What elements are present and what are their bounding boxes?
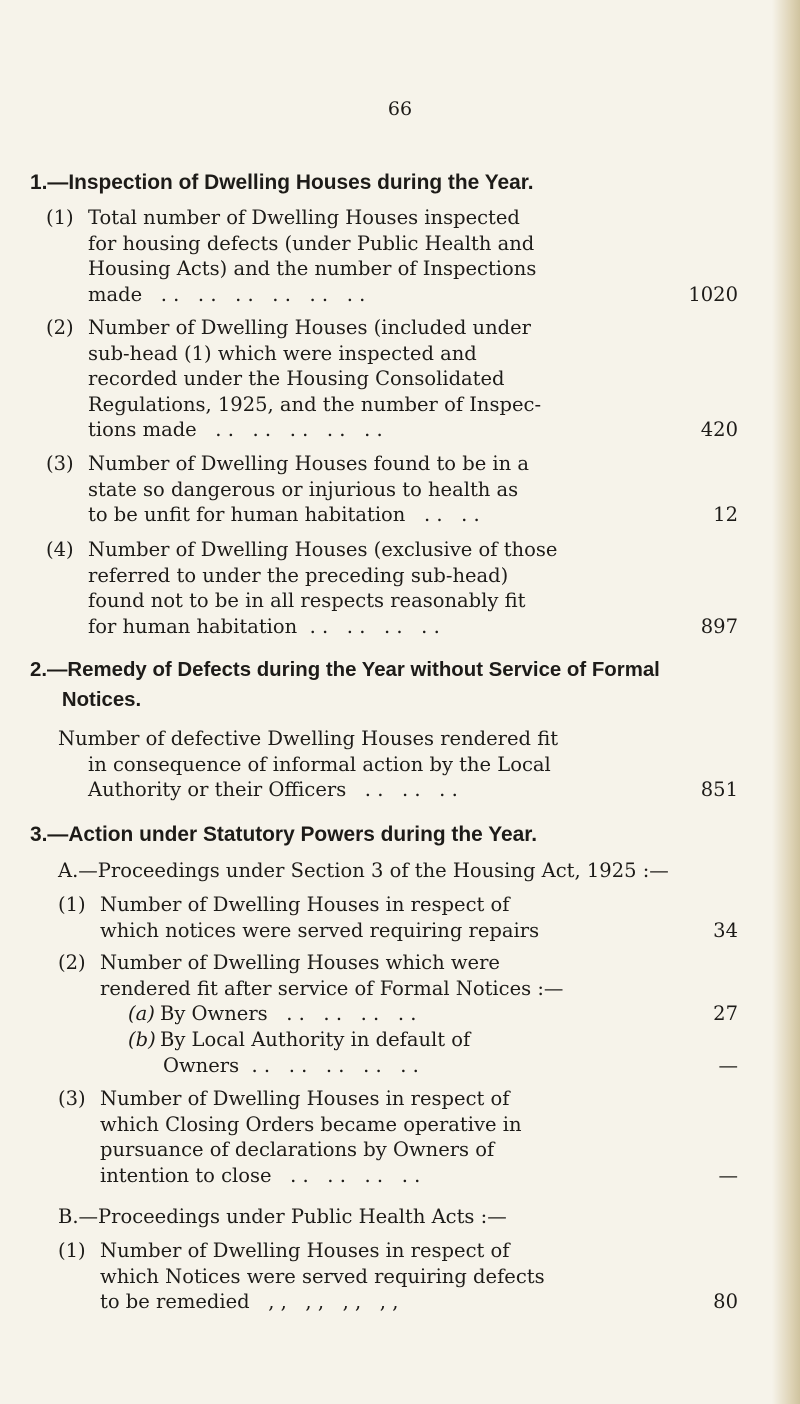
item-number: (2) <box>58 951 86 974</box>
subitem-line: By Local Authority in default of <box>160 1028 471 1051</box>
section-title: —Action under Statutory Powers during the Year. <box>47 823 538 846</box>
section-3b-item-1 <box>58 1238 706 1315</box>
item-line: found not to be in all respects reasonably fit <box>88 589 526 612</box>
item-line: intention to close . . . . . . . . <box>100 1163 421 1187</box>
section-number: 3. <box>30 823 48 846</box>
item-number: (1) <box>58 893 86 916</box>
section-3a-subitem-b <box>128 1027 664 1078</box>
item-line: Number of Dwelling Houses which were <box>100 951 500 974</box>
subitem-label: (a) <box>128 1002 155 1025</box>
section-number: 1. <box>30 171 48 194</box>
body-line: Number of defective Dwelling Houses rendered fit <box>58 727 559 750</box>
item-line: Number of Dwelling Houses in respect of <box>100 893 510 916</box>
section-value: 851 <box>700 778 738 801</box>
item-line: Housing Acts) and the number of Inspections <box>88 257 537 280</box>
item-line: made . . . . . . . . . . . . <box>88 282 366 306</box>
subsection-b-heading: B.—Proceedings under Public Health Acts :— <box>58 1205 507 1228</box>
section-2-heading <box>30 655 796 715</box>
item-line: to be remedied , , , , , , , , <box>100 1290 399 1313</box>
section-title: —Inspection of Dwelling Houses during the Year. <box>47 171 534 194</box>
section-title-continued: Notices. <box>61 688 142 711</box>
item-value: 420 <box>700 418 738 441</box>
item-line: recorded under the Housing Consolidated <box>88 367 505 390</box>
section-2-body <box>58 726 706 803</box>
item-line: rendered fit after service of Formal Notices :— <box>100 976 564 1000</box>
item-line: tions made . . . . . . . . . . <box>88 418 383 441</box>
item-number: (1) <box>58 1239 86 1262</box>
item-line: Number of Dwelling Houses in respect of <box>100 1087 510 1110</box>
section-number: 2. <box>30 658 48 681</box>
section-1-item-2 <box>46 315 706 443</box>
item-line: Regulations, 1925, and the number of Inspec- <box>88 392 542 416</box>
section-3a-item-3 <box>58 1086 706 1188</box>
subitem-value: 27 <box>713 1002 738 1025</box>
item-line: which Closing Orders became operative in <box>100 1112 522 1136</box>
item-line: state so dangerous or injurious to health as <box>88 477 519 501</box>
item-line: for human habitation . . . . . . . . <box>88 614 440 638</box>
subsection-a-heading: A.—Proceedings under Section 3 of the Housing Act, 1925 :— <box>58 859 669 882</box>
item-line: for housing defects (under Public Health and <box>88 231 535 255</box>
item-line: Number of Dwelling Houses (exclusive of those <box>88 538 558 561</box>
item-number: (3) <box>58 1087 86 1110</box>
item-line: sub-head (1) which were inspected and <box>88 341 477 365</box>
item-line: pursuance of declarations by Owners of <box>100 1138 495 1161</box>
section-1-item-3 <box>46 451 706 528</box>
item-value: 897 <box>700 614 738 638</box>
item-line: which Notices were served requiring defects <box>100 1264 545 1288</box>
item-line: Total number of Dwelling Houses inspected <box>88 206 520 229</box>
item-line: which notices were served requiring repairs <box>100 918 540 942</box>
item-line: Number of Dwelling Houses (included under <box>88 316 531 339</box>
item-value: 80 <box>713 1290 738 1313</box>
item-value: 34 <box>713 918 738 942</box>
body-line: in consequence of informal action by the Local <box>88 752 551 776</box>
item-line: to be unfit for human habitation . . . . <box>88 503 480 526</box>
item-value: 12 <box>713 503 738 526</box>
section-title: —Remedy of Defects during the Year without Service of Formal <box>47 658 660 681</box>
page-number: 66 <box>387 98 413 120</box>
section-3a-subitem-a <box>128 1001 706 1027</box>
subitem-value: — <box>718 1053 738 1077</box>
item-line: referred to under the preceding sub-head) <box>88 563 509 587</box>
section-3-heading <box>30 820 796 850</box>
section-1-item-1 <box>46 205 706 307</box>
section-1-heading <box>30 168 796 198</box>
item-number: (3) <box>46 452 74 475</box>
section-1-item-4 <box>46 537 706 639</box>
subitem-line: By Owners . . . . . . . . <box>160 1002 417 1025</box>
item-number: (2) <box>46 316 74 339</box>
item-line: Number of Dwelling Houses in respect of <box>100 1239 510 1262</box>
body-line: Authority or their Officers . . . . . . <box>88 778 458 801</box>
item-value: 1020 <box>688 282 738 306</box>
section-3a-item-2 <box>58 950 706 1001</box>
item-value: — <box>718 1163 738 1187</box>
item-number: (4) <box>46 538 74 561</box>
subitem-label: (b) <box>128 1028 156 1051</box>
item-line: Number of Dwelling Houses found to be in a <box>88 452 530 475</box>
item-number: (1) <box>46 206 74 229</box>
subitem-line: Owners . . . . . . . . . . <box>163 1053 419 1077</box>
section-3a-item-1 <box>58 892 706 943</box>
